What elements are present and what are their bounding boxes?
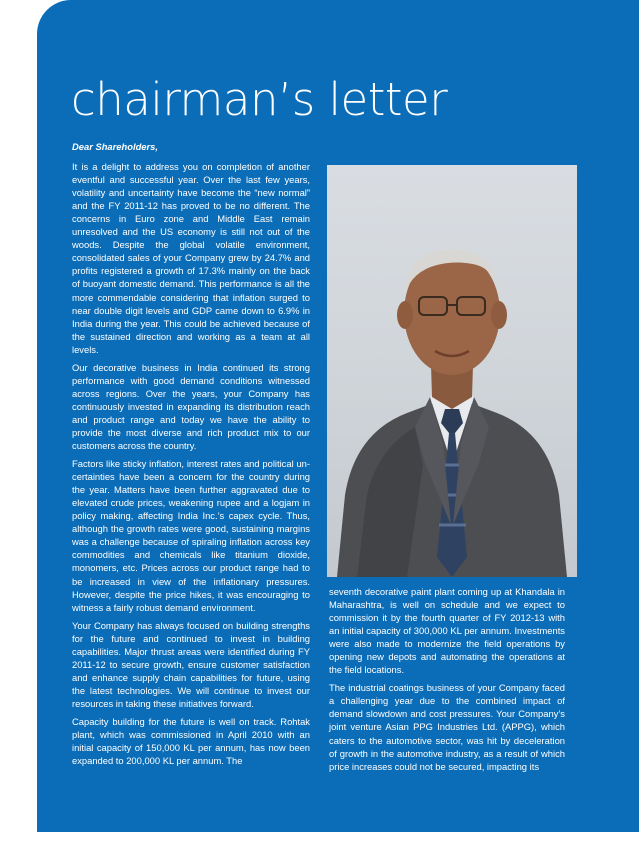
- letter-paragraph: It is a delight to address you on completion of another eventful and successful year. Over the last few years, volatility and uncertainty have become the “new normal” and the FY 2011-12 has proved to be no different. The concerns in Euro zone and Middle East remain unresolved and the US economy is still not out of the woods. Despite the global volatile environment, consolidated sales of your Company grew by 24.7% and profits registered a growth of 17.3% mainly on the back of buoyant domestic demand. This performance is all the more commendable considering that inflation surged to near double digit levels and GDP came down to 6.9% in India during the year. This could be achieved because of the sustained direction and working as a team at all levels.: [72, 161, 310, 355]
- letter-paragraph: Factors like sticky inflation, interest rates and political un-certainties have been a concern for the country during the year. Matters have been further aggravated due to elevated crude prices, weakening rupee and a logjam in policy making, affecting India Inc.’s capex cycle. Thus, although the growth rates were good, sustaining margins was a challenge because of spiraling inflation across key commodities and chemicals like titanium dioxide, monomers, etc. Prices across our product range had to be increased in view of the inflationary pressures. However, despite the price hikes, it was encouraging to witness a fairly robust demand environment.: [72, 458, 310, 613]
- letter-paragraph: Our decorative business in India continued its strong performance with good demand conditions witnessed across regions. Over the years, your Company has continuously invested in expanding its distribution reach and product range and today we have the ability to provide the most diverse and rich product mix to our customers across the country.: [72, 361, 310, 452]
- letter-column-left: [72, 140, 310, 772]
- chairman-portrait-photo: [327, 165, 577, 577]
- letter-paragraph: Capacity building for the future is well on track. Rohtak plant, which was commissioned in April 2010 with an initial capacity of 150,000 KL per annum, has now been expanded to 200,000 KL per annum. The: [72, 715, 310, 767]
- portrait-illustration: [327, 165, 577, 577]
- letter-column-right: [329, 585, 565, 778]
- letter-paragraph: Your Company has always focused on building strengths for the future and continued to invest in building capabilities. Major thrust areas were identified during FY 2011-12 to secure growth, ensure customer satisfaction and enhance supply chain capabilities for future, using the latest technologies. We will continue to invest our resources in taking these initiatives forward.: [72, 619, 310, 709]
- salutation: Dear Shareholders,: [72, 141, 158, 152]
- letter-paragraph: The industrial coatings business of your Company faced a challenging year due to the combined impact of demand slowdown and cost pressures. Your Company’s joint venture Asian PPG Industries Ltd. (APPG), which caters to the automotive sector, was hit by deceleration of growth in the automotive industry, as a result of which price increases could not be secured, impacting its: [329, 682, 565, 772]
- page-title: chairman’s letter: [71, 73, 448, 126]
- letter-paragraph: seventh decorative paint plant coming up at Khandala in Maharashtra, is well on schedule and we expect to commission it by the fourth quarter of FY 2012-13 with an initial capacity of 300,000 KL per annum. Investments were also made to modernize the field operations by opening new depots and automating the operations at the field locations.: [329, 586, 565, 676]
